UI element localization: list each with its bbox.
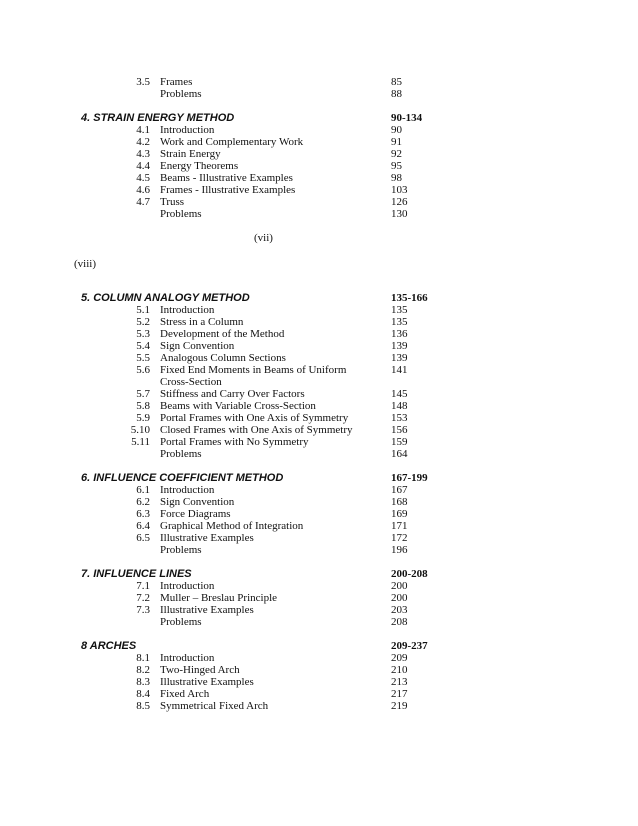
toc-entry <box>0 160 638 172</box>
toc-entry <box>0 676 638 688</box>
entry-number: 3.5 <box>136 76 150 88</box>
entry-title: Stress in a Column <box>160 316 244 328</box>
entry-page: 85 <box>391 76 402 88</box>
entry-number: 5.9 <box>136 412 150 424</box>
entry-title: Two-Hinged Arch <box>160 664 240 676</box>
entry-page: 172 <box>391 532 408 544</box>
toc-entry <box>0 412 638 424</box>
entry-page: 219 <box>391 700 408 712</box>
entry-title: Sign Convention <box>160 340 235 352</box>
chapter-heading: 6. INFLUENCE COEFFICIENT METHOD <box>81 472 284 484</box>
toc-entry <box>0 88 638 100</box>
entry-page: 95 <box>391 160 402 172</box>
chapter-page-range: 167-199 <box>391 472 428 484</box>
entry-page: 153 <box>391 412 408 424</box>
entry-title: Illustrative Examples <box>160 676 254 688</box>
entry-page: 136 <box>391 328 408 340</box>
entry-title: Illustrative Examples <box>160 532 254 544</box>
toc-entry <box>0 604 638 616</box>
entry-title: Portal Frames with No Symmetry <box>160 436 309 448</box>
entry-title: Truss <box>160 196 185 208</box>
toc-entry-continuation <box>0 376 638 388</box>
chapter-page-range: 209-237 <box>391 640 428 652</box>
entry-page: 164 <box>391 448 408 460</box>
entry-page: 91 <box>391 136 402 148</box>
entry-page: 130 <box>391 208 408 220</box>
page-number-viii: (viii) <box>74 258 96 270</box>
toc-entry <box>0 172 638 184</box>
toc-entry <box>0 664 638 676</box>
entry-page: 98 <box>391 172 402 184</box>
entry-number: 8.3 <box>136 676 150 688</box>
entry-number: 4.6 <box>136 184 150 196</box>
entry-title: Beams with Variable Cross-Section <box>160 400 316 412</box>
entry-title: Cross-Section <box>160 376 222 388</box>
entry-title: Closed Frames with One Axis of Symmetry <box>160 424 353 436</box>
chapter-heading-row <box>0 568 638 580</box>
chapter-heading: 7. INFLUENCE LINES <box>81 568 192 580</box>
toc-entry <box>0 364 638 376</box>
page-number-vii: (vii) <box>254 232 273 244</box>
entry-page: 148 <box>391 400 408 412</box>
entry-number: 8.5 <box>136 700 150 712</box>
entry-number: 5.1 <box>136 304 150 316</box>
toc-entry <box>0 124 638 136</box>
entry-title: Stiffness and Carry Over Factors <box>160 388 305 400</box>
toc-entry <box>0 208 638 220</box>
entry-page: 139 <box>391 340 408 352</box>
entry-title: Work and Complementary Work <box>160 136 304 148</box>
entry-title: Frames <box>160 76 193 88</box>
toc-entry <box>0 484 638 496</box>
entry-title: Fixed Arch <box>160 688 210 700</box>
entry-number: 5.4 <box>136 340 150 352</box>
entry-number: 4.2 <box>136 136 150 148</box>
toc-entry <box>0 388 638 400</box>
entry-page: 145 <box>391 388 408 400</box>
entry-number: 7.3 <box>136 604 150 616</box>
entry-title: Introduction <box>160 652 215 664</box>
entry-page: 88 <box>391 88 402 100</box>
entry-number: 5.5 <box>136 352 150 364</box>
entry-number: 4.7 <box>136 196 150 208</box>
toc-entry <box>0 436 638 448</box>
entry-page: 196 <box>391 544 408 556</box>
entry-title: Problems <box>160 448 202 460</box>
chapter-heading-row <box>0 640 638 652</box>
entry-title: Energy Theorems <box>160 160 239 172</box>
toc-entry <box>0 616 638 628</box>
toc-entry <box>0 400 638 412</box>
entry-page: 92 <box>391 148 402 160</box>
entry-title: Introduction <box>160 580 215 592</box>
entry-number: 8.4 <box>136 688 150 700</box>
chapter-heading-row <box>0 292 638 304</box>
entry-page: 139 <box>391 352 408 364</box>
entry-title: Introduction <box>160 304 215 316</box>
entry-title: Muller – Breslau Principle <box>160 592 278 604</box>
entry-title: Force Diagrams <box>160 508 231 520</box>
toc-entry <box>0 496 638 508</box>
entry-number: 5.8 <box>136 400 150 412</box>
toc-entry <box>0 520 638 532</box>
entry-page: 103 <box>391 184 408 196</box>
toc-entry <box>0 544 638 556</box>
entry-title: Introduction <box>160 484 215 496</box>
toc-entry <box>0 352 638 364</box>
entry-number: 5.7 <box>136 388 150 400</box>
entry-page: 217 <box>391 688 408 700</box>
entry-title: Fixed End Moments in Beams of Uniform <box>160 364 347 376</box>
toc-entry <box>0 688 638 700</box>
entry-page: 208 <box>391 616 408 628</box>
entry-page: 90 <box>391 124 402 136</box>
toc-entry <box>0 340 638 352</box>
entry-title: Development of the Method <box>160 328 285 340</box>
entry-page: 126 <box>391 196 408 208</box>
chapter-heading: 4. STRAIN ENERGY METHOD <box>81 112 235 124</box>
toc-entry <box>0 184 638 196</box>
entry-page: 200 <box>391 592 408 604</box>
entry-title: Problems <box>160 88 202 100</box>
entry-number: 6.1 <box>136 484 150 496</box>
toc-entry <box>0 76 638 88</box>
entry-title: Illustrative Examples <box>160 604 254 616</box>
toc-entry <box>0 328 638 340</box>
entry-number: 6.2 <box>136 496 150 508</box>
entry-page: 203 <box>391 604 408 616</box>
entry-number: 5.6 <box>136 364 150 376</box>
toc-entry <box>0 592 638 604</box>
entry-number: 6.5 <box>136 532 150 544</box>
entry-title: Problems <box>160 616 202 628</box>
entry-page: 168 <box>391 496 408 508</box>
entry-number: 5.11 <box>131 436 150 448</box>
entry-number: 5.10 <box>130 424 150 436</box>
entry-number: 4.5 <box>136 172 150 184</box>
entry-title: Graphical Method of Integration <box>160 520 304 532</box>
entry-title: Symmetrical Fixed Arch <box>160 700 269 712</box>
entry-page: 210 <box>391 664 408 676</box>
entry-page: 169 <box>391 508 408 520</box>
toc-entry <box>0 148 638 160</box>
entry-number: 8.2 <box>136 664 150 676</box>
entry-number: 6.3 <box>136 508 150 520</box>
entry-number: 7.2 <box>136 592 150 604</box>
entry-title: Introduction <box>160 124 215 136</box>
toc-entry <box>0 304 638 316</box>
toc-entry <box>0 316 638 328</box>
entry-title: Frames - Illustrative Examples <box>160 184 296 196</box>
toc-entry <box>0 700 638 712</box>
chapter-heading-row <box>0 112 638 124</box>
entry-page: 141 <box>391 364 408 376</box>
entry-page: 171 <box>391 520 408 532</box>
toc-entry <box>0 136 638 148</box>
entry-page: 167 <box>391 484 408 496</box>
entry-number: 7.1 <box>136 580 150 592</box>
entry-title: Problems <box>160 208 202 220</box>
entry-title: Strain Energy <box>160 148 221 160</box>
toc-entry <box>0 448 638 460</box>
entry-page: 200 <box>391 580 408 592</box>
toc-entry <box>0 580 638 592</box>
entry-number: 4.3 <box>136 148 150 160</box>
toc-entry <box>0 508 638 520</box>
entry-page: 209 <box>391 652 408 664</box>
entry-page: 159 <box>391 436 408 448</box>
entry-number: 5.3 <box>136 328 150 340</box>
chapter-heading: 8 ARCHES <box>81 640 137 652</box>
entry-number: 5.2 <box>136 316 150 328</box>
entry-number: 4.1 <box>136 124 150 136</box>
chapter-page-range: 200-208 <box>391 568 428 580</box>
toc-entry <box>0 196 638 208</box>
entry-title: Sign Convention <box>160 496 235 508</box>
entry-title: Portal Frames with One Axis of Symmetry <box>160 412 349 424</box>
toc-entry <box>0 652 638 664</box>
entry-title: Problems <box>160 544 202 556</box>
toc-entry <box>0 532 638 544</box>
entry-page: 213 <box>391 676 408 688</box>
entry-page: 135 <box>391 304 408 316</box>
entry-number: 8.1 <box>136 652 150 664</box>
entry-number: 4.4 <box>136 160 150 172</box>
entry-title: Beams - Illustrative Examples <box>160 172 293 184</box>
chapter-heading-row <box>0 472 638 484</box>
toc-entry <box>0 424 638 436</box>
entry-number: 6.4 <box>136 520 150 532</box>
entry-page: 135 <box>391 316 408 328</box>
entry-title: Analogous Column Sections <box>160 352 286 364</box>
chapter-heading: 5. COLUMN ANALOGY METHOD <box>81 292 250 304</box>
chapter-page-range: 90-134 <box>391 112 423 124</box>
entry-page: 156 <box>391 424 408 436</box>
chapter-page-range: 135-166 <box>391 292 428 304</box>
